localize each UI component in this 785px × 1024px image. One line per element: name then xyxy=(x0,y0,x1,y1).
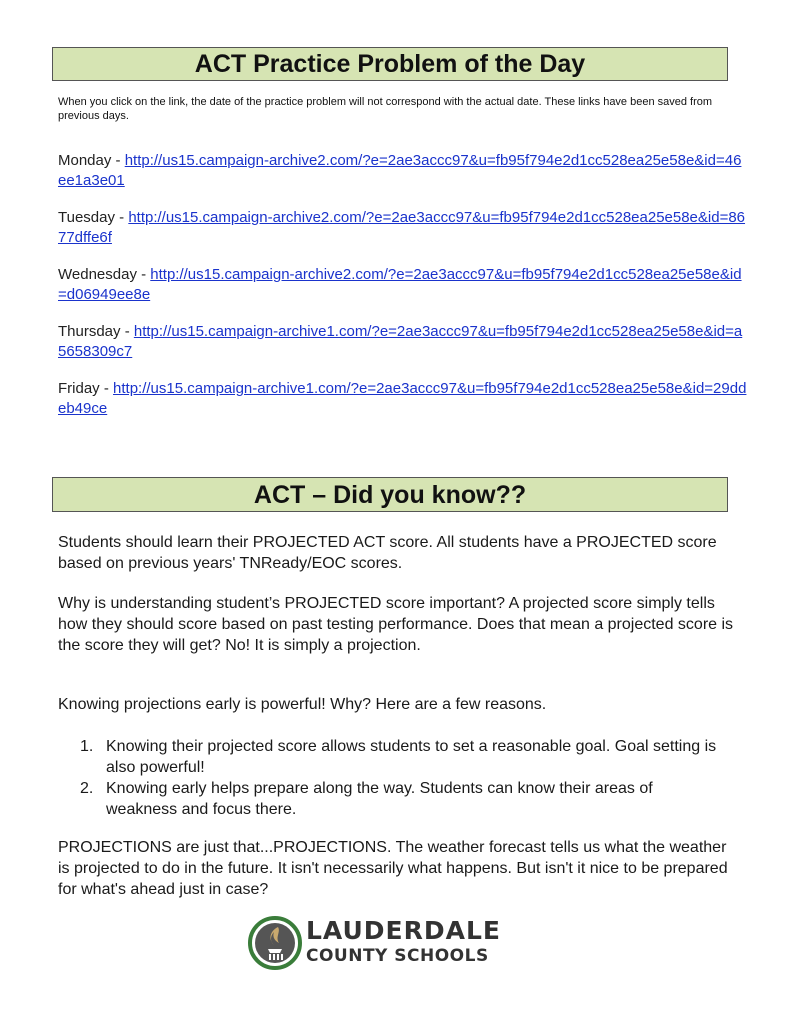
paragraph-projections: PROJECTIONS are just that...PROJECTIONS. The weather forecast tells us what the weather is projected to do in the future. It isn't necessarily what happens. But isn't it nice to be prepared for what's ahead just in case? xyxy=(58,839,728,898)
list-text: Knowing their projected score allows students to set a reasonable goal. Goal setting is also powerful! xyxy=(106,738,717,776)
day-label: Friday - xyxy=(58,380,114,397)
logo-line1: LAUDERDALE xyxy=(306,916,501,945)
day-label: Wednesday - xyxy=(58,266,151,283)
link-item-wednesday xyxy=(58,265,748,305)
section1-title: ACT Practice Problem of the Day xyxy=(52,47,728,81)
paragraph-why-important: Why is understanding student’s PROJECTED score important? A projected score simply tells how they should score based on past testing performance. Does that mean a projected score is the score they will get? No! It is simply a projection. xyxy=(58,595,734,654)
torch-emblem-icon xyxy=(248,915,302,971)
section2-title: ACT – Did you know?? xyxy=(52,477,728,512)
list-item xyxy=(80,736,720,778)
reasons-list xyxy=(80,736,720,820)
list-number: 1. xyxy=(80,738,94,755)
monday-link[interactable]: http://us15.campaign-archive2.com/?e=2ae3accc97&u=fb95f794e2d1cc528ea25e58e&id=46ee1a3e01 xyxy=(58,152,742,189)
links-note: When you click on the link, the date of the practice problem will not correspond with the actual date. These links have been saved from previous days. xyxy=(58,96,713,122)
thursday-link[interactable]: http://us15.campaign-archive1.com/?e=2ae3accc97&u=fb95f794e2d1cc528ea25e58e&id=a5658309c7 xyxy=(58,323,743,360)
list-text: Knowing early helps prepare along the way. Students can know their areas of weakness and focus there. xyxy=(106,780,653,818)
list-item xyxy=(80,778,720,820)
wednesday-link[interactable]: http://us15.campaign-archive2.com/?e=2ae3accc97&u=fb95f794e2d1cc528ea25e58e&id=d06949ee8e xyxy=(58,266,742,303)
tuesday-link[interactable]: http://us15.campaign-archive2.com/?e=2ae3accc97&u=fb95f794e2d1cc528ea25e58e&id=8677dffe6f xyxy=(58,209,746,246)
friday-link[interactable]: http://us15.campaign-archive1.com/?e=2ae3accc97&u=fb95f794e2d1cc528ea25e58e&id=29ddeb49ce xyxy=(58,380,747,417)
link-item-friday xyxy=(58,379,748,419)
link-item-tuesday xyxy=(58,208,748,248)
paragraph-projected-score: Students should learn their PROJECTED ACT score. All students have a PROJECTED score based on previous years' TNReady/EOC scores. xyxy=(58,534,717,572)
logo-line2: COUNTY SCHOOLS xyxy=(306,946,489,966)
daily-links-list xyxy=(58,151,748,436)
lauderdale-logo xyxy=(248,915,501,971)
day-label: Tuesday - xyxy=(58,209,129,226)
day-label: Monday - xyxy=(58,152,125,169)
link-item-thursday xyxy=(58,322,748,362)
day-label: Thursday - xyxy=(58,323,134,340)
logo-wordmark xyxy=(306,917,501,967)
link-item-monday xyxy=(58,151,748,191)
paragraph-reasons-intro: Knowing projections early is powerful! Why? Here are a few reasons. xyxy=(58,696,547,713)
list-number: 2. xyxy=(80,780,94,797)
